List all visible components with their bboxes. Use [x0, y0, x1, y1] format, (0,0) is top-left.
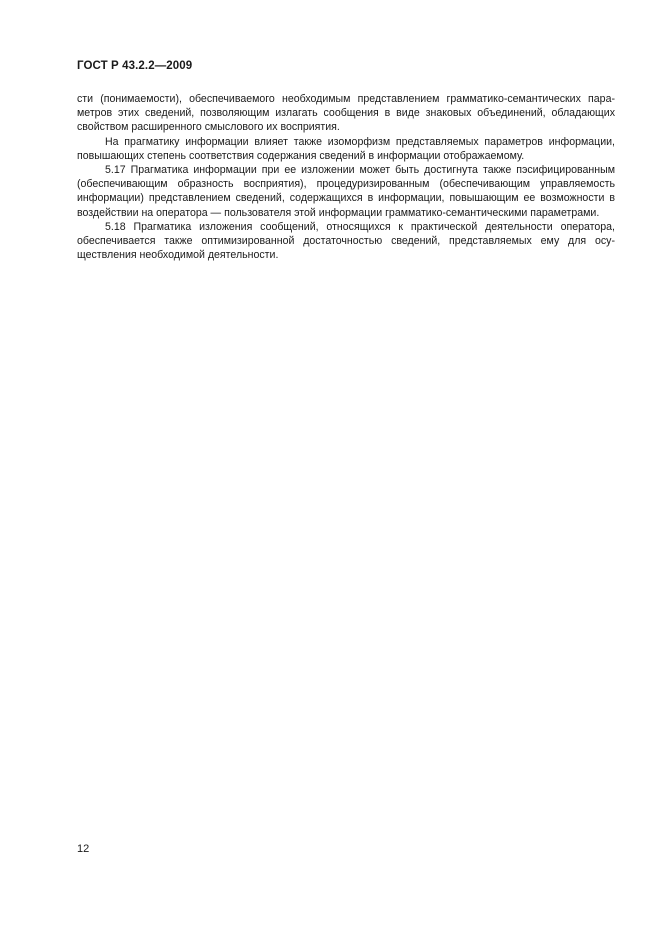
paragraph-5-18: 5.18 Прагматика изложения сообщений, относящихся к практической деятельности оператора, обеспечивается также оптимизированной достаточностью сведений, представляемых ему для осуществления необходимой деятельности.: [77, 220, 615, 262]
paragraph-continuation: сти (понимаемости), обеспечиваемого необходимым представлением грамматико-семантических параметров этих сведений, позволяющим излагать сообщения в виде знаковых объединений, обладающих свойством расширенного смыслового их восприятия.: [77, 93, 615, 134]
paragraph-5-17: 5.17 Прагматика информации при ее изложении может быть достигнута также пэсифицированным (обеспечивающим образность восприятия), процедуризированным (обеспечивающим управляемость информации) представлением сведений, содержащихся в информации, повышающим ее возможности в воздействии на оператора — пользователя этой информации грамматико-семантическими параметрами.: [77, 164, 615, 219]
document-body: [77, 92, 615, 262]
page-number: 12: [77, 843, 90, 855]
document-header: ГОСТ Р 43.2.2—2009: [77, 60, 193, 72]
paragraph-isomorphism: На прагматику информации влияет также изоморфизм представляемых параметров информации, повышающих степень соответствия содержания сведений в информации отображаемому.: [77, 135, 615, 162]
